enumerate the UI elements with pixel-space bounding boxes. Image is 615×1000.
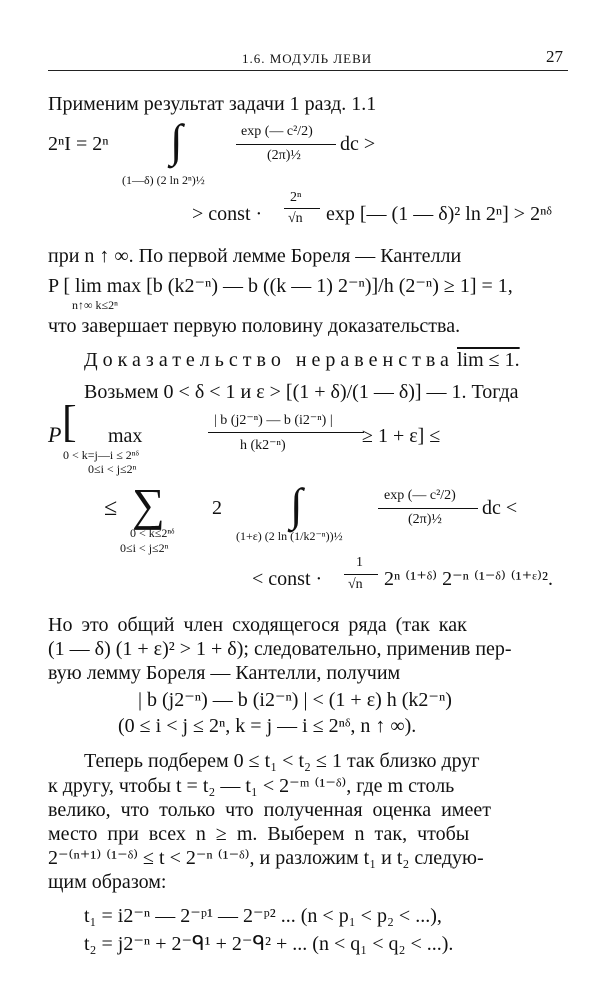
formula-P: P [48, 422, 62, 447]
text-line: что завершает первую половину доказательства. [48, 315, 461, 337]
text-line: (1 — δ) (1 + ε)² > 1 + δ); следовательно, применив пер- [48, 638, 512, 660]
fraction-bar [208, 432, 364, 433]
fraction-denominator: (2π)½ [408, 512, 442, 527]
formula-subscript: 0≤i < j≤2ⁿ [120, 541, 169, 555]
text-line: к другу, чтобы t = t₂ — t₁ < 2⁻ᵐ ⁽¹⁻ᵟ⁾, где m столь [48, 775, 455, 797]
formula-part: 2ⁿ ⁽¹⁺ᵟ⁾ 2⁻ⁿ ⁽¹⁻ᵟ⁾ ⁽¹⁺ᵋ⁾². [384, 568, 553, 590]
text-line: место при всех n ≥ m. Выберем n так, чтобы [48, 823, 470, 845]
text-line: вую лемму Бореля — Кантелли, получим [48, 662, 401, 684]
fraction-bar [236, 144, 336, 145]
fraction-denominator: √n [348, 577, 363, 592]
formula-subscript: 0≤i < j≤2ⁿ [88, 462, 137, 476]
fraction-denominator: √n [288, 211, 303, 226]
formula-subscript: 0 < k=j—i ≤ 2ⁿᵟ [63, 448, 139, 462]
fraction-numerator: exp (— c²/2) [384, 488, 456, 503]
fraction-denominator: (2π)½ [267, 148, 301, 163]
text-line: щим образом: [48, 871, 167, 893]
section-heading-math: lim ≤ 1. [457, 349, 520, 371]
text-line: Но это общий член сходящегося ряда (так как [48, 614, 467, 636]
formula-part: < const · [252, 568, 323, 590]
formula-coefficient: 2 [212, 497, 222, 519]
left-bracket: [ [62, 397, 77, 446]
fraction-denominator: h (k2⁻ⁿ) [240, 438, 286, 453]
section-heading: Доказательство неравенства [84, 349, 454, 371]
summation-sign: ∑ [132, 479, 165, 530]
formula-line: (0 ≤ i < j ≤ 2ⁿ, k = j — i ≤ 2ⁿᵟ, n ↑ ∞). [118, 715, 417, 737]
integral-sign: ∫ [170, 115, 183, 166]
formula-line: t₂ = j2⁻ⁿ + 2⁻ᑫ¹ + 2⁻ᑫ² + ... (n < q₁ < q₂ < ...). [84, 933, 454, 955]
formula-part: exp [— (1 — δ)² ln 2ⁿ] > 2ⁿᵟ [326, 203, 552, 225]
text-line: Применим результат задачи 1 разд. 1.1 [48, 93, 377, 115]
formula-tail: dc < [482, 497, 518, 519]
formula-max: max [108, 425, 143, 447]
formula-part: > const · [192, 203, 263, 225]
integral-sign: ∫ [290, 479, 303, 530]
running-header: 1.6. МОДУЛЬ ЛЕВИ [242, 51, 373, 66]
formula-line: P [ lim max [b (k2⁻ⁿ) — b ((k — 1) 2⁻ⁿ)]/h (2⁻ⁿ) ≥ 1] = 1, [48, 275, 513, 297]
fraction-numerator: 1 [356, 555, 363, 570]
text-line: Возьмем 0 < δ < 1 и ε > [(1 + δ)/(1 — δ)] — 1. Тогда [84, 381, 519, 403]
formula-tail: ≥ 1 + ε] ≤ [362, 425, 441, 447]
text-line: велико, что только что полученная оценка имеет [48, 799, 491, 821]
integral-lower-limit: (1+ε) (2 ln (1/k2⁻ⁿ))½ [236, 529, 343, 543]
fraction-numerator: | b (j2⁻ⁿ) — b (i2⁻ⁿ) | [214, 413, 333, 428]
formula-line: t₁ = i2⁻ⁿ — 2⁻ᵖ¹ — 2⁻ᵖ² ... (n < p₁ < p₂ < ...), [84, 905, 442, 927]
fraction-numerator: exp (— c²/2) [241, 124, 313, 139]
fraction-bar [284, 208, 320, 209]
formula-lead: ≤ [104, 495, 118, 521]
page-number: 27 [546, 47, 563, 66]
fraction-bar [378, 508, 478, 509]
text-line: Теперь подберем 0 ≤ t₁ < t₂ ≤ 1 так близко друг [84, 750, 480, 772]
formula-lhs: 2ⁿI = 2ⁿ [48, 133, 109, 155]
formula-line: | b (j2⁻ⁿ) — b (i2⁻ⁿ) | < (1 + ε) h (k2⁻ⁿ) [138, 689, 452, 711]
fraction-bar [344, 574, 378, 575]
header-rule [48, 70, 568, 71]
formula-tail: dc > [340, 133, 376, 155]
text-line: 2⁻⁽ⁿ⁺¹⁾ ⁽¹⁻ᵟ⁾ ≤ t < 2⁻ⁿ ⁽¹⁻ᵟ⁾, и разложим t₁ и t₂ следую- [48, 847, 484, 869]
text-line: при n ↑ ∞. По первой лемме Бореля — Кантелли [48, 245, 462, 267]
integral-lower-limit: (1—δ) (2 ln 2ⁿ)½ [122, 173, 205, 187]
formula-subscript: n↑∞ k≤2ⁿ [72, 298, 118, 312]
fraction-numerator: 2ⁿ [290, 190, 302, 205]
formula-subscript: 0 < k≤2ⁿᵟ [130, 526, 175, 540]
